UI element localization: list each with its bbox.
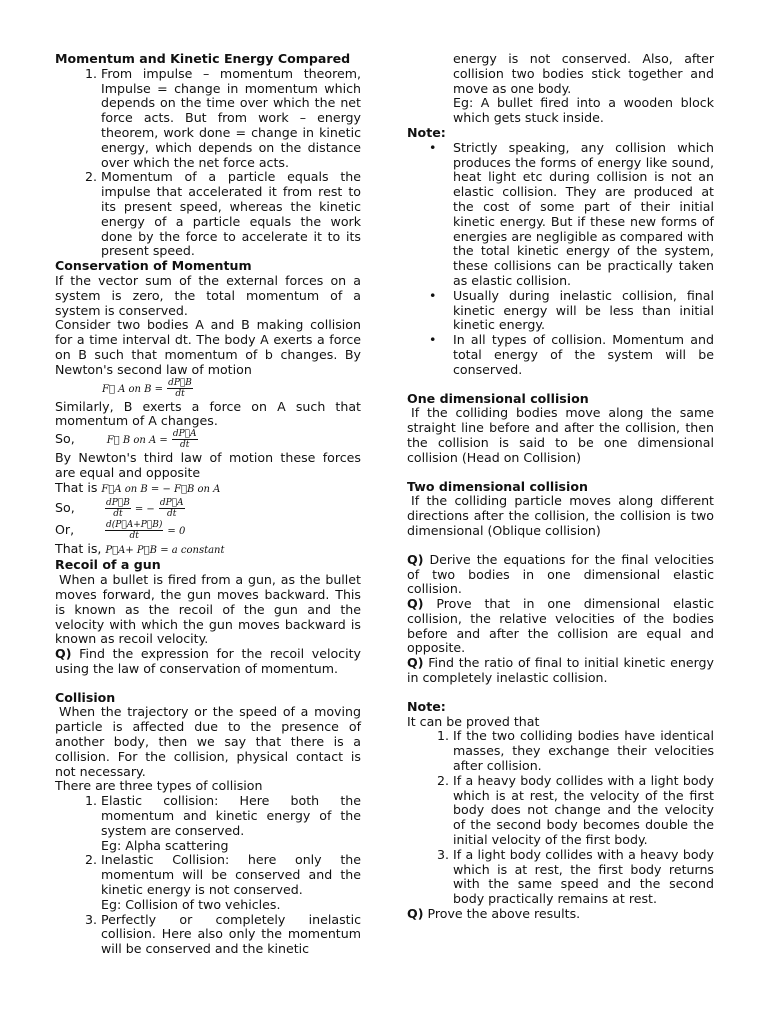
equation-4: So, $\frac{dP⃗B}{dt}$ = − $\frac{dP⃗A}{dt}$ xyxy=(55,497,184,519)
list-item: 2. Inelastic Collision: here only the momentum will be conserved and the kinetic energy is not conserved. Eg: Collision of two vehicles. xyxy=(101,853,361,912)
list-item: 1. Elastic collision: Here both the momentum and kinetic energy of the system are conserved. Eg: Alpha scattering xyxy=(101,794,361,853)
note-bullet-list xyxy=(407,141,714,378)
paragraph: It can be proved that xyxy=(407,713,540,729)
example: Eg: A bullet fired into a wooden block which gets stuck inside. xyxy=(453,95,714,126)
bullet-icon: • xyxy=(429,332,437,348)
right-column xyxy=(407,52,714,922)
heading-momentum-ke: Momentum and Kinetic Energy Compared xyxy=(55,51,351,66)
question: Q) Prove that in one dimensional elastic collision, the relative velocities of the bodies before and after the collision are equal and opposite. xyxy=(407,596,714,656)
question: Q) Prove the above results. xyxy=(407,906,581,922)
list-item: • Strictly speaking, any collision which produces the forms of energy like sound, heat light etc during collision is not an elastic collision. They are produced at the cost of some part of their initial kinetic energy. But if these new forms of energies are negligible as compared with the total kinetic energy of the system, these collisions can be practically taken as elastic collision. xyxy=(429,139,714,288)
heading-recoil: Recoil of a gun xyxy=(55,557,161,573)
question: Q) Find the ratio of final to initial kinetic energy in completely inelastic collision. xyxy=(407,655,714,686)
comparison-list xyxy=(55,67,361,259)
paragraph: There are three types of collision xyxy=(55,778,263,794)
heading-two-dimensional: Two dimensional collision xyxy=(407,478,588,494)
equation-2: So, F⃗ B on A = $\frac{dP⃗A}{dt}$ xyxy=(55,429,197,451)
equation-1: F⃗ A on B = $\frac{dP⃗B}{dt}$ xyxy=(102,377,192,399)
paragraph: When a bullet is fired from a gun, as the bullet moves forward, the gun moves backward. This is known as the recoil of the gun and the velocity with which the gun moves backward is known as recoil velocity. xyxy=(55,572,361,647)
list-item: 1. From impulse – momentum theorem, Impulse = change in momentum which depends on the time over which the net force acts. But from work – energy theorem, work done = change in kinetic energy, which depends on the distance over which the net force acts. xyxy=(101,67,361,171)
note-heading: Note: xyxy=(407,124,446,140)
list-item: • In all types of collision. Momentum and total energy of the system will be conserved. xyxy=(429,332,714,377)
paragraph: Consider two bodies A and B making collision for a time interval dt. The body A exerts a force on B such that momentum of b changes. By Newton's second law of motion xyxy=(55,317,361,377)
question: Q) Find the expression for the recoil velocity using the law of conservation of momentum. xyxy=(55,646,361,676)
equation-3: That is F⃗A on B = − F⃗B on A xyxy=(55,479,221,495)
heading-collision: Collision xyxy=(55,689,116,705)
list-item: 3. Perfectly or completely inelastic collision. Here also only the momentum will be conserved and the kinetic xyxy=(101,913,361,957)
heading-conservation: Conservation of Momentum xyxy=(55,258,252,274)
paragraph: Similarly, B exerts a force on A such that momentum of A changes. xyxy=(55,398,361,429)
equation-5: Or, $\frac{d(P⃗A+P⃗B)}{dt}$ = 0 xyxy=(55,519,186,541)
list-item: 3. If a light body collides with a heavy body which is at rest, the first body returns with the same speed and the second body practically remains at rest. xyxy=(453,848,714,907)
paragraph: If the colliding particle moves along different directions after the collision, the collision is two dimensional (Oblique collision) xyxy=(407,493,714,538)
paragraph: If the colliding bodies move along the same straight line before and after the collision, then the collision is said to be one dimensional collision (Head on Collision) xyxy=(407,405,714,465)
left-column xyxy=(55,52,361,957)
list-item: 1. If the two colliding bodies have identical masses, they exchange their velocities after collision. xyxy=(453,729,714,773)
list-item: 2. If a heavy body collides with a light body which is at rest, the velocity of the first body does not change and the velocity of the second body becomes double the initial velocity of the first body. xyxy=(453,774,714,848)
paragraph: When the trajectory or the speed of a moving particle is affected due to the presence of another body, then we say that there is a collision. For the collision, physical contact is not necessary. xyxy=(55,704,361,779)
question: Q) Derive the equations for the final velocities of two bodies in one dimensional elastic collision. xyxy=(407,551,714,597)
list-item: 2. Momentum of a particle equals the impulse that accelerated it from rest to its present speed, whereas the kinetic energy of a particle equals the work done by the force to accelerate it to its present speed. xyxy=(101,170,361,259)
paragraph-continued: energy is not conserved. Also, after collision two bodies stick together and move as one body. xyxy=(453,51,714,96)
bullet-icon: • xyxy=(429,287,437,303)
results-list xyxy=(407,729,714,907)
paragraph: By Newton's third law of motion these forces are equal and opposite xyxy=(55,450,361,480)
bullet-icon: • xyxy=(429,139,437,155)
collision-types-list xyxy=(55,794,361,957)
paragraph: If the vector sum of the external forces on a system is zero, the total momentum of a system is conserved. xyxy=(55,272,361,318)
equation-6: That is, P⃗A+ P⃗B = a constant xyxy=(55,540,225,556)
list-item: • Usually during inelastic collision, final kinetic energy will be less than initial kinetic energy. xyxy=(429,287,714,333)
heading-one-dimensional: One dimensional collision xyxy=(407,390,589,406)
note-heading: Note: xyxy=(407,698,446,714)
